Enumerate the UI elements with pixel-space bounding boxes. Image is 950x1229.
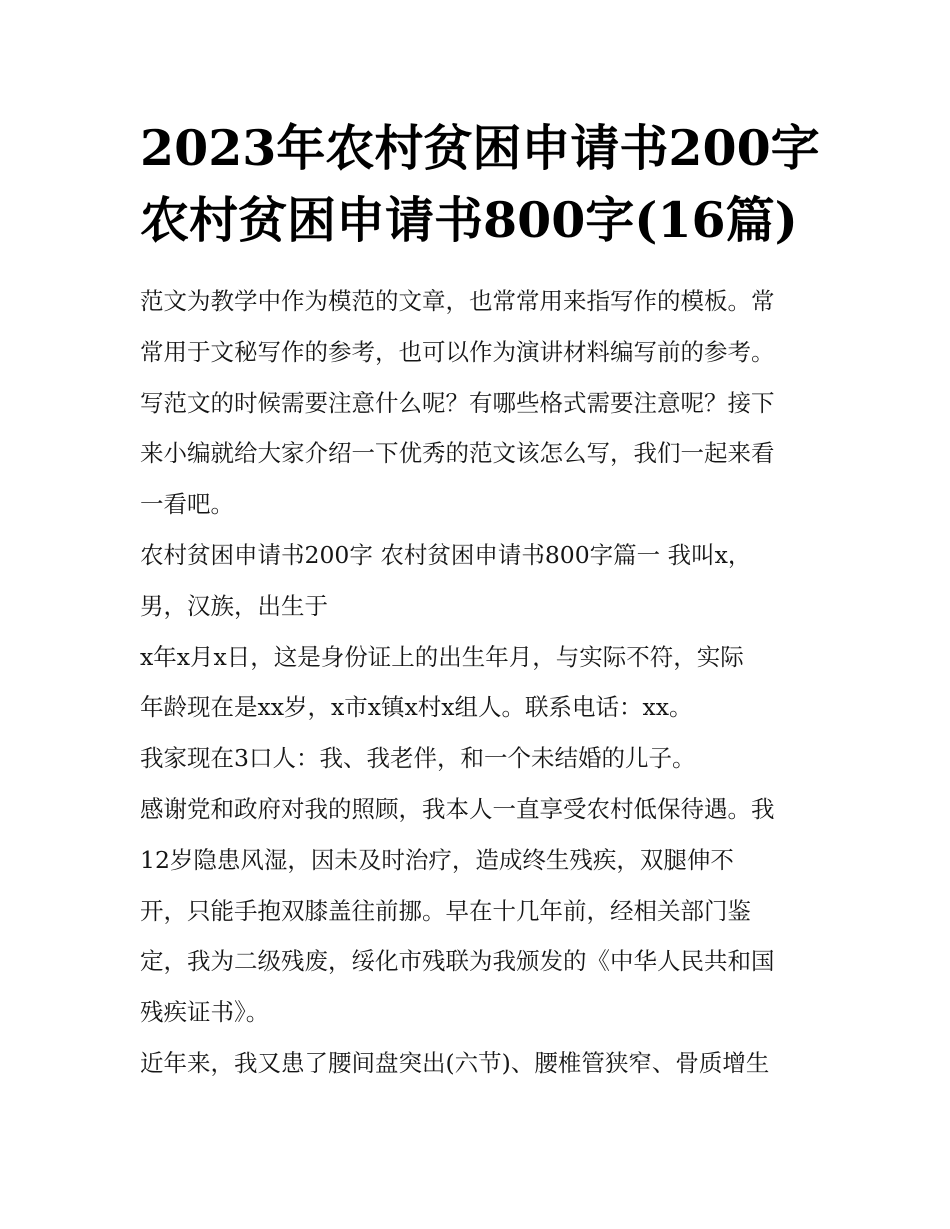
body-line-3: 写范文的时候需要注意什么呢？有哪些格式需要注意呢？接下: [140, 388, 775, 417]
body-line-6: 农村贫困申请书200字 农村贫困申请书800字篇一 我叫x，: [140, 540, 752, 569]
title-line-1: 2023年农村贫困申请书200字: [140, 119, 820, 177]
body-line-2: 常用于文秘写作的参考，也可以作为演讲材料编写前的参考。: [140, 337, 775, 366]
body-line-14: 定，我为二级残废，绥化市残联为我颁发的《中华人民共和国: [140, 947, 775, 976]
body-line-7: 男，汉族，出生于: [140, 591, 328, 620]
body-line-8: x年x月x日，这是身份证上的出生年月，与实际不符，实际: [140, 642, 744, 671]
body-line-10: 我家现在3口人：我、我老伴，和一个未结婚的儿子。: [140, 744, 696, 773]
body-line-5: 一看吧。: [140, 490, 234, 519]
body-line-9: 年龄现在是xx岁，x市x镇x村x组人。联系电话：xx。: [140, 693, 693, 722]
body-line-11: 感谢党和政府对我的照顾，我本人一直享受农村低保待遇。我: [140, 794, 775, 823]
body-line-15: 残疾证书》。: [140, 998, 270, 1027]
document-body: [140, 276, 830, 1089]
body-line-12: 12岁隐患风湿，因未及时治疗，造成终生残疾，双腿伸不: [140, 845, 734, 874]
body-line-1: 范文为教学中作为模范的文章，也常常用来指写作的模板。常: [140, 287, 775, 315]
title-line-2: 农村贫困申请书800字(16篇): [140, 191, 798, 249]
body-line-13: 开，只能手抱双膝盖往前挪。早在十几年前，经相关部门鉴: [140, 896, 751, 925]
body-line-16: 近年来，我又患了腰间盘突出(六节)、腰椎管狭窄、骨质增生: [140, 1048, 770, 1077]
body-line-4: 来小编就给大家介绍一下优秀的范文该怎么写，我们一起来看: [140, 439, 775, 468]
document-title: [140, 112, 830, 256]
